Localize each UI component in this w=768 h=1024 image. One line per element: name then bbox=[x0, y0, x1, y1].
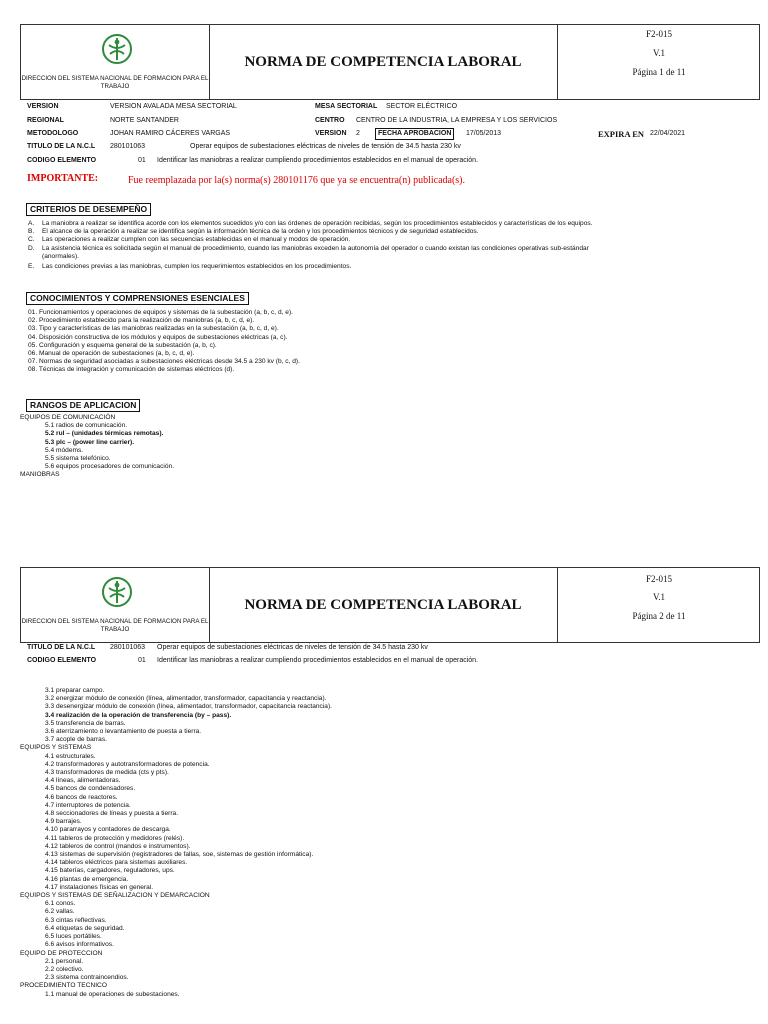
rango-item: 2.3 sistema contraincendios. bbox=[45, 974, 129, 982]
header-code: F2-015 bbox=[645, 574, 672, 584]
rango-item: 4.6 bancos de reactores. bbox=[45, 793, 118, 801]
rango-item: 6.6 avisos informativos. bbox=[45, 941, 114, 949]
rango-item: 4.10 pararrayos y contadores de descarga. bbox=[45, 826, 171, 834]
rango-item: 5.4 módems. bbox=[45, 446, 84, 454]
rango-item: 3.6 aterrizamiento o levantamiento de puesta a tierra. bbox=[45, 728, 202, 736]
titulo-value: Operar equipos de subestaciones eléctricas de niveles de tensión de 34.5 hasta 230 kv bbox=[190, 143, 461, 150]
rango-category: EQUIPO DE PROTECCION bbox=[20, 949, 103, 957]
conocimiento-item: 03. Tipo y características de las maniobras realizadas en la subestación (a, b, c, d, e). bbox=[28, 325, 279, 333]
criterio-item: E. Las condiciones previas a las maniobras, cumplen los requerimientos establecidos en los procedimientos. bbox=[28, 263, 352, 271]
header-page-number: Página 1 de 11 bbox=[632, 67, 686, 77]
criterios-title: CRITERIOS DE DESEMPEÑO bbox=[26, 203, 151, 216]
titulo-label: TITULO DE LA N.C.L bbox=[27, 644, 96, 651]
header-code-cell bbox=[557, 25, 760, 99]
rango-item: 2.2 colectivo. bbox=[45, 965, 84, 973]
conocimiento-item: 01. Funcionamientos y operaciones de equipos y sistemas de la subestación (a, b, c, d, e). bbox=[28, 309, 293, 316]
importante-value: Fue reemplazada por la(s) norma(s) 280101176 que ya se encuentra(n) publicada(s). bbox=[128, 175, 465, 186]
criterio-item: (anormales). bbox=[42, 252, 80, 260]
rango-item: 6.1 conos. bbox=[45, 900, 76, 908]
rango-item: 4.3 transformadores de medida (cts y pts). bbox=[45, 769, 169, 777]
rango-item: 2.1 personal. bbox=[45, 957, 84, 965]
page2-header bbox=[20, 567, 760, 643]
metodologo-label: METODOLOGO bbox=[27, 130, 79, 137]
rango-item: 4.8 seccionadores de líneas y puesta a tierra. bbox=[45, 810, 179, 818]
regional-label: REGIONAL bbox=[27, 117, 64, 124]
expira-value: 22/04/2021 bbox=[650, 130, 686, 137]
fecha-value: 17/05/2013 bbox=[466, 130, 502, 137]
header-version: V.1 bbox=[652, 48, 666, 58]
mesa-label: MESA SECTORIAL bbox=[315, 103, 378, 110]
centro-value: CENTRO DE LA INDUSTRIA, LA EMPRESA Y LOS SERVICIOS bbox=[356, 117, 558, 124]
rango-item: 3.5 transferencia de barras. bbox=[45, 719, 126, 727]
rango-category: MANIOBRAS bbox=[20, 471, 60, 479]
codigo-value: Identificar las maniobras a realizar cumpliendo procedimientos establecidos en el manual de operación. bbox=[157, 657, 479, 664]
header-org-text: DIRECCION DEL SISTEMA NACIONAL DE FORMACION PARA EL TRABAJO bbox=[21, 75, 209, 90]
rango-item: 4.4 líneas, alimentadoras. bbox=[45, 777, 121, 785]
codigo-label: CODIGO ELEMENTO bbox=[27, 657, 97, 664]
header-version: V.1 bbox=[652, 592, 666, 602]
rango-item: 6.2 vallas. bbox=[45, 908, 75, 916]
criterio-item: C. Las operaciones a realizar cumplen con las secuencias establecidas en el manual y modos de operación. bbox=[28, 236, 351, 244]
rango-item: 5.3 plc – (power line carrier). bbox=[45, 438, 135, 446]
rango-item: 4.14 tableros eléctricos para sistemas auxiliares. bbox=[45, 859, 188, 867]
conocimiento-item: 06. Manual de operación de subestaciones (a, b, c, d, e). bbox=[28, 350, 195, 358]
header-code-cell bbox=[557, 568, 760, 642]
metodologo-value: JOHAN RAMIRO CÁCERES VARGAS bbox=[110, 130, 231, 137]
rango-item: 6.5 luces portátiles. bbox=[45, 933, 102, 941]
version-label: VERSION bbox=[27, 103, 59, 110]
header-org-cell bbox=[21, 25, 210, 99]
version-value: VERSION AVALADA MESA SECTORIAL bbox=[110, 103, 237, 110]
rango-item: 6.4 etiquetas de seguridad. bbox=[45, 924, 125, 932]
mesa-value: SECTOR ELÉCTRICO bbox=[386, 103, 458, 110]
rango-item: 4.17 instalaciones físicas en general. bbox=[45, 883, 154, 891]
rango-item: 5.5 sistema telefónico. bbox=[45, 455, 111, 463]
rango-item: 4.5 bancos de condensadores. bbox=[45, 785, 136, 793]
codigo-num: 01 bbox=[138, 657, 146, 664]
rango-item: 4.1 estructurales. bbox=[45, 752, 96, 760]
rangos-list-page1 bbox=[20, 414, 174, 480]
criterios-list bbox=[28, 220, 593, 271]
titulo-value: Operar equipos de subestaciones eléctricas de niveles de tensión de 34.5 hasta 230 kv bbox=[157, 644, 428, 651]
rango-item: 6.3 cintas reflectivas. bbox=[45, 916, 107, 924]
page1-header bbox=[20, 24, 760, 100]
codigo-value: Identificar las maniobras a realizar cumpliendo procedimientos establecidos en el manual de operación. bbox=[157, 157, 479, 164]
importante-label: IMPORTANTE: bbox=[27, 173, 99, 184]
header-org-text: DIRECCION DEL SISTEMA NACIONAL DE FORMACION PARA EL TRABAJO bbox=[21, 618, 209, 633]
rango-item: 3.2 energizar módulo de conexión (línea, alimentador, transformador, capacitancia y reactancia). bbox=[45, 695, 327, 703]
header-page-number: Página 2 de 11 bbox=[632, 611, 686, 621]
regional-value: NORTE SANTANDER bbox=[110, 117, 179, 124]
conocimiento-item: 04. Disposición constructiva de los módulos y equipos de subestaciones eléctricas (a, c). bbox=[28, 333, 288, 341]
conocimientos-list bbox=[28, 309, 300, 375]
rango-item: 3.1 preparar campo. bbox=[45, 687, 105, 694]
conocimiento-item: 08. Técnicas de integración y comunicación de sistemas eléctricos (d). bbox=[28, 366, 235, 374]
rango-item: 4.15 baterías, cargadores, reguladores, ups. bbox=[45, 867, 175, 875]
header-code: F2-015 bbox=[645, 29, 672, 39]
rangos-list-page2 bbox=[20, 687, 332, 999]
expira-label: EXPIRA EN bbox=[598, 129, 645, 139]
conocimiento-item: 05. Configuración y esquema general de la subestación (a, b, c). bbox=[28, 341, 217, 349]
rango-item: 4.7 interruptores de potencia. bbox=[45, 801, 131, 809]
rango-item: 3.3 desenergizar módulo de conexión (línea, alimentador, transformador, capacitancia reactancia). bbox=[45, 703, 332, 711]
sena-logo-icon bbox=[101, 33, 133, 65]
rango-item: 4.9 barrajes. bbox=[45, 818, 82, 826]
conocimiento-item: 07. Normas de seguridad asociadas a subestaciones eléctricas desde 34.5 a 230 kv (b, c, d). bbox=[28, 358, 300, 366]
rangos-title: RANGOS DE APLICACION bbox=[26, 399, 140, 412]
rango-category: EQUIPOS Y SISTEMAS DE SEÑALIZACION Y DEMARCACION bbox=[20, 892, 210, 900]
rango-item: 5.2 rul – (unidades térmicas remotas). bbox=[45, 430, 164, 438]
conocimiento-item: 02. Procedimiento establecido para la realización de maniobras (a, b, c, d, e). bbox=[28, 317, 255, 325]
version2-value: 2 bbox=[356, 130, 360, 137]
criterio-item: D. La asistencia técnica es solicitada según el manual de procedimiento, cuando las maniobras exceden la autonomía del operador o cuando existan las condiciones operativas sub-estándar bbox=[28, 244, 589, 252]
sena-logo-icon bbox=[101, 576, 133, 608]
header-title: NORMA DE COMPETENCIA LABORAL bbox=[244, 53, 522, 70]
rango-item: 1.1 manual de operaciones de subestaciones. bbox=[45, 990, 180, 998]
rango-item: 5.1 radios de comunicación. bbox=[45, 422, 128, 430]
titulo-code: 280101063 bbox=[110, 143, 146, 150]
codigo-label: CODIGO ELEMENTO bbox=[27, 157, 97, 164]
rango-item: 4.13 sistemas de supervisión (registradores de fallas, soe, sistemas de gestión informática). bbox=[45, 851, 314, 859]
header-org-cell bbox=[21, 568, 210, 642]
rango-item: 4.11 tableros de protección y medidores (relés). bbox=[45, 834, 185, 842]
criterio-item: A. La maniobra a realizar se identifica acorde con los elementos sucedidos y/o con las órdenes de operación recibidas, según los procedimientos establecidos y características de los equipos. bbox=[28, 220, 593, 227]
fecha-label: FECHA APROBACION bbox=[375, 128, 454, 140]
conocimientos-title: CONOCIMIENTOS Y COMPRENSIONES ESENCIALES bbox=[26, 292, 249, 305]
titulo-code: 280101063 bbox=[110, 644, 146, 651]
rango-item: 3.4 realización de la operación de transferencia (by – pass). bbox=[45, 711, 232, 719]
rango-item: 4.2 transformadores y autotransformadores de potencia. bbox=[45, 760, 210, 768]
rango-item: 5.6 equipos procesadores de comunicación. bbox=[45, 463, 175, 471]
titulo-label: TITULO DE LA N.C.L bbox=[27, 143, 96, 150]
rango-category: EQUIPOS Y SISTEMAS bbox=[20, 744, 92, 752]
rango-item: 3.7 acople de barras. bbox=[45, 736, 107, 744]
rango-item: 4.16 plantas de emergencia. bbox=[45, 875, 129, 883]
version2-label: VERSION bbox=[315, 130, 347, 137]
centro-label: CENTRO bbox=[315, 117, 345, 124]
codigo-num: 01 bbox=[138, 157, 146, 164]
header-title: NORMA DE COMPETENCIA LABORAL bbox=[244, 596, 522, 613]
rango-category: PROCEDIMIENTO TECNICO bbox=[20, 982, 107, 990]
rango-category: EQUIPOS DE COMUNICACIÓN bbox=[20, 414, 116, 421]
rango-item: 4.12 tableros de control (mandos e instrumentos). bbox=[45, 842, 191, 850]
criterio-item: B. El alcance de la operación a realizar se identifica según la información técnica de la orden y los procedimientos técnicos y de seguridad establecidos. bbox=[28, 228, 479, 236]
